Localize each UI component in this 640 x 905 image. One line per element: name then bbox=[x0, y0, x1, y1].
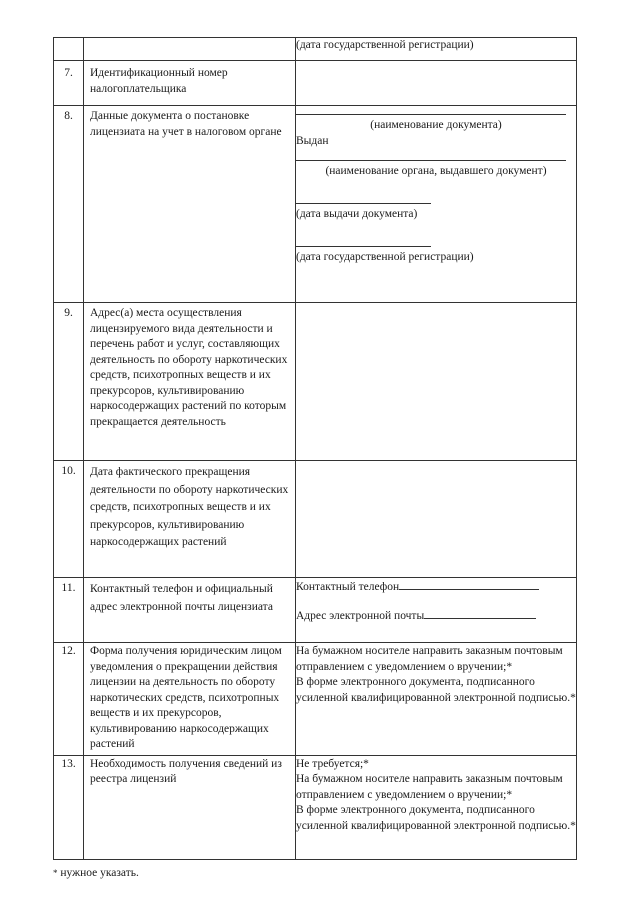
issuing-authority-field[interactable] bbox=[296, 160, 566, 161]
table-row bbox=[54, 38, 577, 61]
row-label-cell bbox=[84, 461, 296, 578]
registration-date-field[interactable] bbox=[296, 246, 431, 247]
notice-option-electronic[interactable]: В форме электронного документа, подписанного усиленной квалифицированной электронной подписью.* bbox=[296, 676, 576, 704]
issued-label: Выдан bbox=[296, 134, 329, 147]
phone-field[interactable] bbox=[399, 580, 539, 590]
registry-option-electronic[interactable]: В форме электронного документа, подписанного усиленной квалифицированной электронной подписью.* bbox=[296, 804, 576, 832]
document-name-field[interactable] bbox=[296, 114, 566, 115]
inn-label: Идентификационный номер налогоплательщика bbox=[90, 67, 228, 95]
tax-document-value-cell bbox=[296, 106, 577, 303]
registration-date-caption: (дата государственной регистрации) bbox=[296, 39, 474, 51]
row-label-cell bbox=[84, 38, 296, 61]
row-number-cell bbox=[54, 106, 84, 303]
row-label-cell bbox=[84, 755, 296, 859]
row-number-cell bbox=[54, 755, 84, 859]
email-field[interactable] bbox=[424, 609, 536, 619]
row-number-cell bbox=[54, 578, 84, 643]
row-number bbox=[54, 38, 83, 39]
termination-date-value-field[interactable] bbox=[296, 461, 577, 578]
issue-date-field[interactable] bbox=[296, 203, 431, 204]
footnote-mark: * bbox=[53, 868, 58, 878]
issuing-authority-caption: (наименование органа, выдавшего документ) bbox=[325, 165, 547, 177]
table-row bbox=[54, 643, 577, 756]
termination-date-label: Дата фактического прекращения деятельности по обороту наркотических средств, психотропных веществ и их прекурсоров, культивированию наркосодержащих растений bbox=[90, 466, 289, 548]
table-row bbox=[54, 61, 577, 106]
row-number: 12. bbox=[61, 645, 76, 657]
table-row bbox=[54, 303, 577, 461]
row-number-cell bbox=[54, 303, 84, 461]
row-number: 9. bbox=[64, 307, 73, 319]
activity-address-label: Адрес(а) места осуществления лицензируемого вида деятельности и перечень работ и услуг, составляющих деятельность по обороту наркотических средств, психотропных веществ и их прекурсоров, культивированию наркосодержащих растений по которым прекращается деятельность bbox=[90, 307, 288, 428]
row-label bbox=[84, 38, 295, 42]
registry-option-paper[interactable]: На бумажном носителе направить заказным почтовым отправлением с уведомлением о вручении;* bbox=[296, 773, 563, 801]
row-number: 10. bbox=[61, 465, 76, 477]
notice-option-paper[interactable]: На бумажном носителе направить заказным почтовым отправлением с уведомлением о вручении;* bbox=[296, 645, 563, 673]
license-termination-form-table bbox=[53, 37, 577, 860]
row-number: 13. bbox=[61, 757, 76, 770]
row-number-cell bbox=[54, 643, 84, 756]
registry-option-none[interactable]: Не требуется;* bbox=[296, 757, 369, 770]
row-label-cell bbox=[84, 61, 296, 106]
registry-info-label: Необходимость получения сведений из реестра лицензий bbox=[90, 757, 282, 785]
footnote-text: нужное указать. bbox=[57, 867, 139, 879]
row-label-cell bbox=[84, 303, 296, 461]
registration-date-caption: (дата государственной регистрации) bbox=[296, 251, 474, 263]
row-number-cell bbox=[54, 61, 84, 106]
phone-label: Контактный телефон bbox=[296, 581, 400, 593]
document-name-caption: (наименование документа) bbox=[370, 119, 502, 131]
notice-form-label: Форма получения юридическим лицом уведомления о прекращении действия лицензии на деятельность по обороту наркотических средств, психотропных веществ и их прекурсоров, культивированию наркосодержащих растений bbox=[90, 645, 282, 750]
row-label-cell bbox=[84, 106, 296, 303]
row-number: 7. bbox=[64, 67, 73, 79]
registration-date-value-cell bbox=[296, 38, 577, 61]
row-number: 11. bbox=[61, 582, 76, 594]
registry-info-options-cell bbox=[296, 755, 577, 859]
contacts-value-cell bbox=[296, 578, 577, 643]
notice-form-options-cell bbox=[296, 643, 577, 756]
contacts-label: Контактный телефон и официальный адрес электронной почты лицензиата bbox=[90, 583, 273, 613]
table-row bbox=[54, 106, 577, 303]
tax-registration-label: Данные документа о постановке лицензиата на учет в налоговом органе bbox=[90, 110, 282, 138]
row-number: 8. bbox=[64, 110, 73, 122]
table-row bbox=[54, 755, 577, 859]
activity-address-value-field[interactable] bbox=[296, 303, 577, 461]
table-row bbox=[54, 578, 577, 643]
issue-date-caption: (дата выдачи документа) bbox=[296, 207, 418, 220]
footnote bbox=[53, 866, 139, 881]
row-label-cell bbox=[84, 643, 296, 756]
row-number-cell bbox=[54, 38, 84, 61]
table-row bbox=[54, 461, 577, 578]
email-label: Адрес электронной почты bbox=[296, 609, 425, 622]
inn-value-field[interactable] bbox=[296, 61, 577, 106]
row-label-cell bbox=[84, 578, 296, 643]
row-number-cell bbox=[54, 461, 84, 578]
